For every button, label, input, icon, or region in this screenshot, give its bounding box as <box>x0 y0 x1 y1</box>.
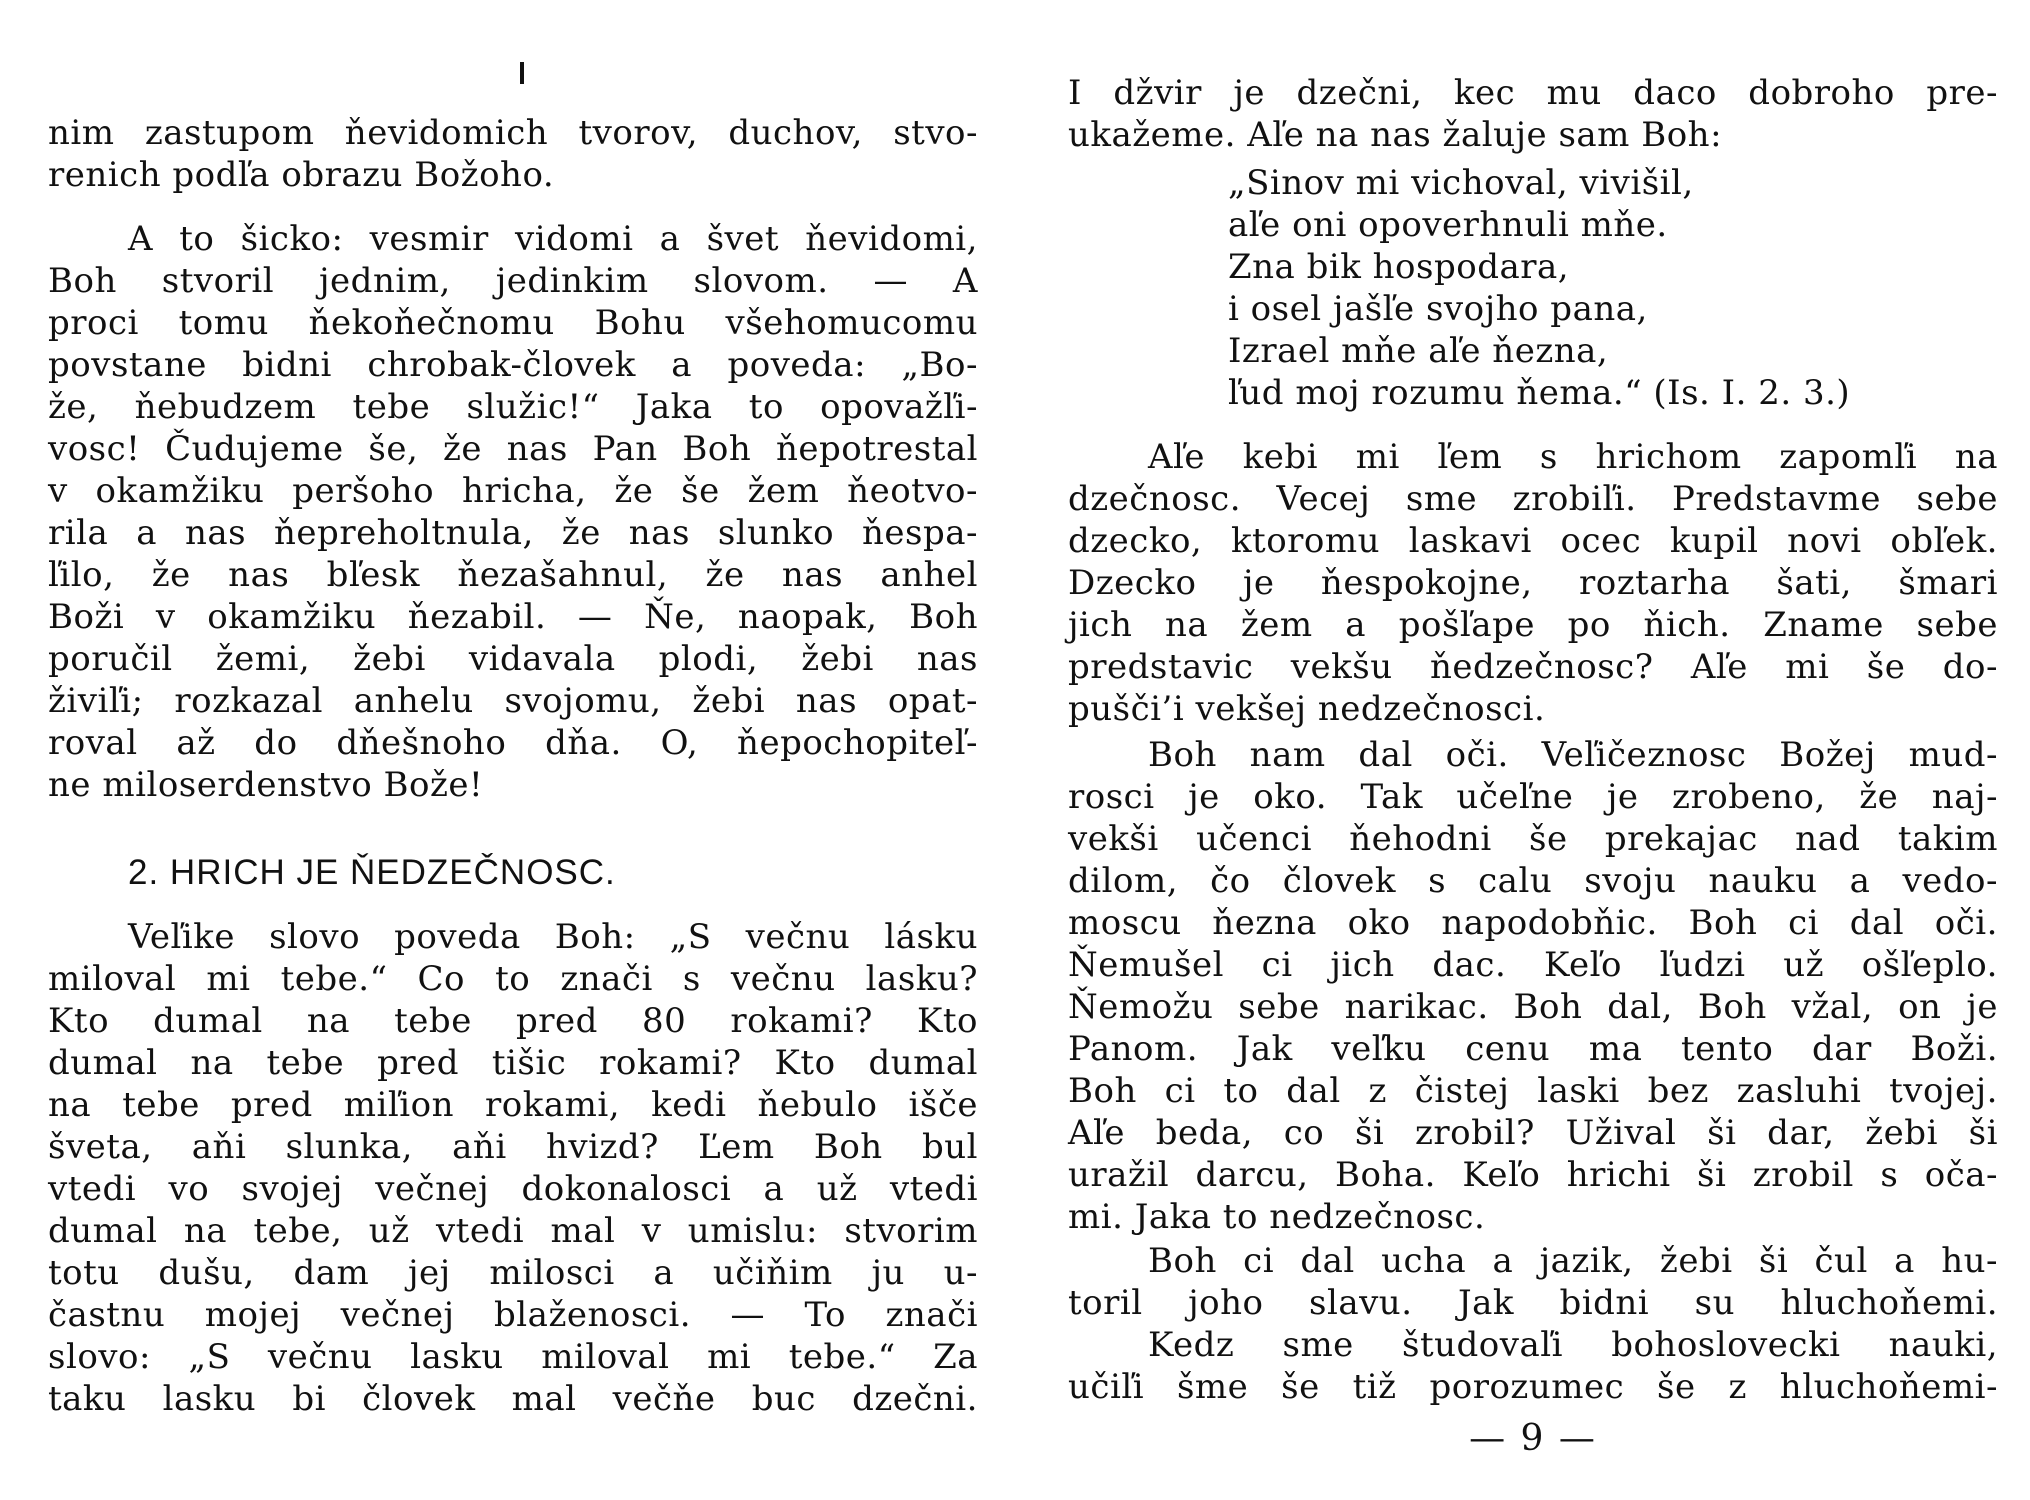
text-line: miloval mi tebe.“ Co to znači s večnu lasku? <box>48 959 978 999</box>
section-heading: 2. HRICH JE ŇEDZEČNOSC. <box>128 853 616 892</box>
text-line: pušči’i vekšej nedzečnosci. <box>1068 689 1546 729</box>
left-page <box>48 0 978 1500</box>
text-line: Veľike slovo poveda Boh: „S večnu lásku <box>128 917 978 957</box>
text-line: taku lasku bi človek mal večňe buc dzečni. <box>48 1379 978 1419</box>
text-line: renich podľa obrazu Božoho. <box>48 155 555 195</box>
text-line: dzecko, ktoromu laskavi ocec kupil novi obľek. <box>1068 521 1998 561</box>
text-line: Panom. Jak veľku cenu ma tento dar Boži. <box>1068 1029 1998 1069</box>
text-line: vekši učenci ňehodni še prekajac nad takim <box>1068 819 1998 859</box>
text-line: moscu ňezna oko napodobňic. Boh ci dal oči. <box>1068 903 1998 943</box>
verse-line: i osel jašľe svojho pana, <box>1228 289 1648 329</box>
verse-line: aľe oni opoverhnuli mňe. <box>1228 205 1668 245</box>
text-line: roval až do dňešnoho dňa. O, ňepochopiteľ- <box>48 723 978 763</box>
text-line: Boh ci to dal z čistej laski bez zasluhi tvojej. <box>1068 1071 1998 1111</box>
text-line: toril joho slavu. Jak bidni su hluchoňemi. <box>1068 1283 1998 1323</box>
verse-line: ľud moj rozumu ňema.“ (Is. I. 2. 3.) <box>1228 373 1851 413</box>
right-page <box>1068 0 1998 1500</box>
text-line: povstane bidni chrobak-človek a poveda: „Bo- <box>48 345 978 385</box>
text-line: I džvir je dzečni, kec mu daco dobroho pre- <box>1068 73 1998 113</box>
text-line: totu dušu, dam jej milosci a učiňim ju u- <box>48 1253 978 1293</box>
text-line: dumal na tebe, už vtedi mal v umislu: stvorim <box>48 1211 978 1251</box>
text-line: Boži v okamžiku ňezabil. — Ňe, naopak, Boh <box>48 597 978 637</box>
text-line: Boh nam dal oči. Veľičeznosc Božej mud- <box>1148 735 1998 775</box>
text-line: mi. Jaka to nedzečnosc. <box>1068 1197 1486 1237</box>
text-line: častnu mojej večnej blaženosci. — To znači <box>48 1295 978 1335</box>
text-line: Kedz sme študovaľi bohoslovecki nauki, <box>1148 1325 1998 1365</box>
text-line: dilom, čo človek s calu svoju nauku a vedo- <box>1068 861 1998 901</box>
text-line: dumal na tebe pred tišic rokami? Kto dumal <box>48 1043 978 1083</box>
verse-line: „Sinov mi vichoval, vivišil, <box>1228 163 1694 203</box>
text-line: Boh stvoril jednim, jedinkim slovom. — A <box>48 261 978 301</box>
text-line: vosc! Čudujeme še, že nas Pan Boh ňepotrestal <box>48 429 978 469</box>
text-line: ne miloserdenstvo Bože! <box>48 765 484 805</box>
page-number: — 9 — <box>1469 1418 1597 1459</box>
text-line: učiľi šme še tiž porozumec še z hluchoňemi- <box>1068 1367 1998 1407</box>
text-line: v okamžiku peršoho hricha, že še žem ňeotvo- <box>48 471 978 511</box>
text-line: šveta, aňi slunka, aňi hvizd? Ľem Boh bul <box>48 1127 978 1167</box>
text-line: predstavic vekšu ňedzečnosc? Aľe mi še do- <box>1068 647 1998 687</box>
text-line: živiľi; rozkazal anhelu svojomu, žebi nas opat- <box>48 681 978 721</box>
text-line: uražil darcu, Boha. Keľo hrichi ši zrobil s oča- <box>1068 1155 1998 1195</box>
text-line: Boh ci dal ucha a jazik, žebi ši čul a hu- <box>1148 1241 1998 1281</box>
text-line: jich na žem a pošľape po ňich. Zname sebe <box>1068 605 1998 645</box>
text-line: Aľe kebi mi ľem s hrichom zapomľi na <box>1148 437 1998 477</box>
text-line: Ňemožu sebe narikac. Boh dal, Boh vžal, on je <box>1068 987 1998 1027</box>
text-line: dzečnosc. Vecej sme zrobiľi. Predstavme sebe <box>1068 479 1998 519</box>
text-line: vtedi vo svojej večnej dokonalosci a už vtedi <box>48 1169 978 1209</box>
text-line: ľilo, že nas bľesk ňezašahnul, že nas anhel <box>48 555 978 595</box>
header-mark <box>520 62 524 84</box>
text-line: Ňemušel ci jich dac. Keľo ľudzi už ošľeplo. <box>1068 945 1998 985</box>
verse-line: Izrael mňe aľe ňezna, <box>1228 331 1609 371</box>
text-line: slovo: „S večnu lasku miloval mi tebe.“ Za <box>48 1337 978 1377</box>
text-line: ukažeme. Aľe na nas žaluje sam Boh: <box>1068 115 1723 155</box>
text-line: na tebe pred miľion rokami, kedi ňebulo išče <box>48 1085 978 1125</box>
text-line: rila a nas ňepreholtnula, že nas slunko ňespa- <box>48 513 978 553</box>
text-line: nim zastupom ňevidomich tvorov, duchov, stvo- <box>48 113 978 153</box>
text-line: Aľe beda, co ši zrobil? Užival ši dar, žebi ši <box>1068 1113 1998 1153</box>
text-line: proci tomu ňekoňečnomu Bohu všehomucomu <box>48 303 978 343</box>
verse-line: Zna bik hospodara, <box>1228 247 1570 287</box>
text-line: poručil žemi, žebi vidavala plodi, žebi nas <box>48 639 978 679</box>
text-line: Dzecko je ňespokojne, roztarha šati, šmari <box>1068 563 1998 603</box>
text-line: Kto dumal na tebe pred 80 rokami? Kto <box>48 1001 978 1041</box>
text-line: že, ňebudzem tebe služic!“ Jaka to opovažľi- <box>48 387 978 427</box>
text-line: A to šicko: vesmir vidomi a švet ňevidomi, <box>128 219 978 259</box>
text-line: rosci je oko. Tak učeľne je zrobeno, že naj- <box>1068 777 1998 817</box>
